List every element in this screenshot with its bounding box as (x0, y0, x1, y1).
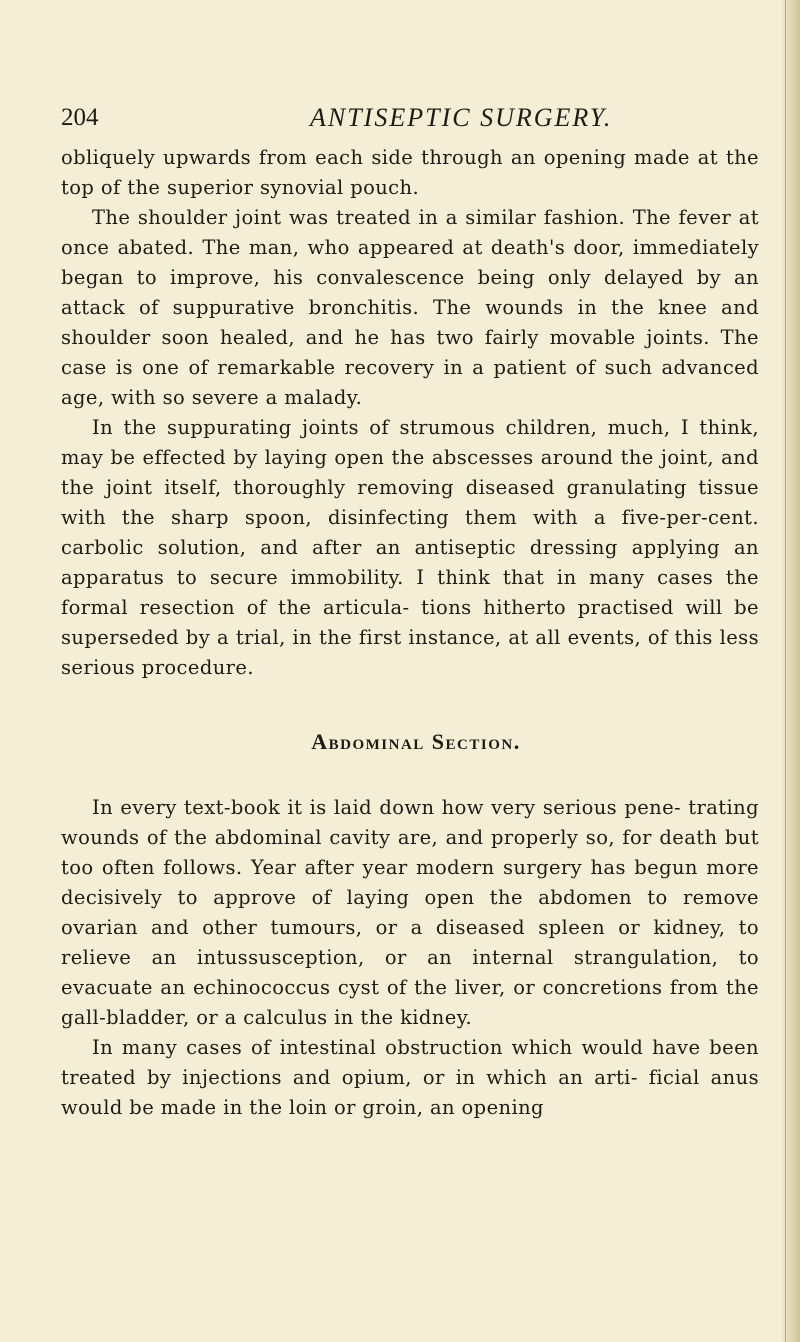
paragraph-shoulder-joint: The shoulder joint was treated in a similar fashion. The fever at once abated. The man, who appeared at death's door, immediately began to improve, his convalescence being only delayed by an attack of suppurative bronchitis. The wounds in the knee and shoulder soon healed, and he has two fairly movable joints. The case is one of remarkable recovery in a patient of such advanced age, with so severe a malady. (61, 206, 759, 409)
page-number: 204 (61, 104, 99, 131)
paragraph-text-book: In every text-book it is laid down how very serious pene- trating wounds of the abdominal cavity are, and properly so, for death but too often follows. Year after year modern surgery has begun more decisively to approve of laying open the abdomen to remove ovarian and other tumours, or a diseased spleen or kidney, to relieve an intussusception, or an internal strangulation, to evacuate an echinococcus cyst of the liver, or concretions from the gall-bladder, or a calculus in the kidney. (61, 796, 759, 1029)
page-header (60, 100, 760, 136)
page-edge-line (785, 0, 786, 1342)
running-head: ANTISEPTIC SURGERY. (310, 103, 613, 132)
paragraph-suppurating-joints: In the suppurating joints of strumous children, much, I think, may be effected by laying open the abscesses around the joint, and the joint itself, thoroughly removing diseased granulating tissue with the sharp spoon, disinfecting them with a five-per-cent. carbolic solution, and after an antiseptic dressing applying an apparatus to secure immobility. I think that in many cases the formal resection of the articula- tions hitherto practised will be superseded by a trial, in the first instance, at all events, of this less serious procedure. (61, 416, 759, 679)
paragraph-intestinal-obstruction: In many cases of intestinal obstruction which would have been treated by injections and opium, or in which an arti- ficial anus would be made in the loin or groin, an opening (61, 1036, 759, 1119)
section-heading: Abdominal Section. (311, 729, 521, 754)
body-text (61, 143, 759, 1123)
paragraph-continuation: obliquely upwards from each side through an opening made at the top of the superior synovial pouch. (61, 146, 759, 199)
